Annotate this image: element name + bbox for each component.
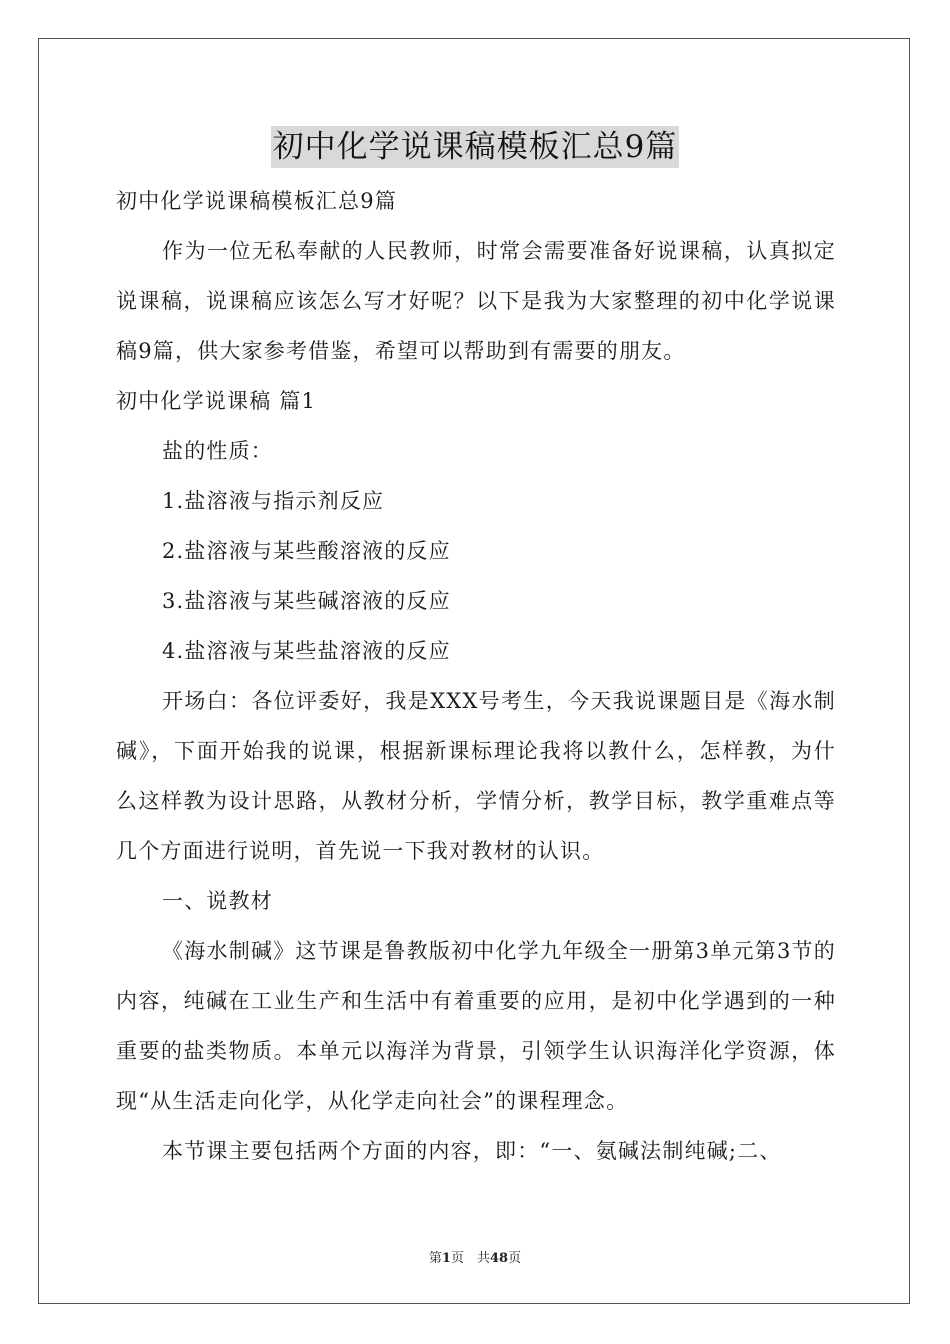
footer-page-mid: 页 共 [450, 1251, 490, 1266]
paragraph: 《海水制碱》这节课是鲁教版初中化学九年级全一册第3单元第3节的内容，纯碱在工业生产和生活中有着重要的应用，是初中化学遇到的一种重要的盐类物质。本单元以海洋为背景，引领学生认识海洋化学资源，体现“从生活走向化学，从化学走向社会”的课程理念。 [116, 939, 836, 1113]
footer-page-current: 1 [441, 1251, 451, 1266]
document-title: 初中化学说课稿模板汇总9篇 [271, 126, 680, 168]
paragraph: 盐的性质： [162, 439, 273, 463]
list-item: 1.盐溶液与指示剂反应 [162, 489, 385, 513]
page-footer [0, 1247, 950, 1266]
list-item: 2.盐溶液与某些酸溶液的反应 [162, 539, 451, 563]
footer-page-prefix: 第 [428, 1251, 442, 1266]
document-body [116, 176, 836, 1176]
list-item: 3.盐溶液与某些碱溶液的反应 [162, 589, 451, 613]
paragraph: 开场白：各位评委好，我是XXX号考生，今天我说课题目是《海水制碱》，下面开始我的说课，根据新课标理论我将以教什么，怎样教，为什么这样教为设计思路，从教材分析，学情分析，教学目标，教学重难点等几个方面进行说明，首先说一下我对教材的认识。 [116, 689, 836, 863]
paragraph: 初中化学说课稿模板汇总9篇 [116, 189, 397, 213]
title-container [0, 126, 950, 168]
subsection-heading: 一、说教材 [162, 889, 273, 913]
paragraph: 本节课主要包括两个方面的内容，即：“一、氨碱法制纯碱;二、 [162, 1139, 782, 1163]
footer-page-suffix: 页 [508, 1251, 522, 1266]
footer-page-total: 48 [489, 1251, 509, 1266]
paragraph: 作为一位无私奉献的人民教师，时常会需要准备好说课稿，认真拟定说课稿，说课稿应该怎么写才好呢？以下是我为大家整理的初中化学说课稿9篇，供大家参考借鉴，希望可以帮助到有需要的朋友。 [116, 239, 836, 363]
list-item: 4.盐溶液与某些盐溶液的反应 [162, 639, 451, 663]
section-heading: 初中化学说课稿 篇1 [116, 389, 317, 413]
